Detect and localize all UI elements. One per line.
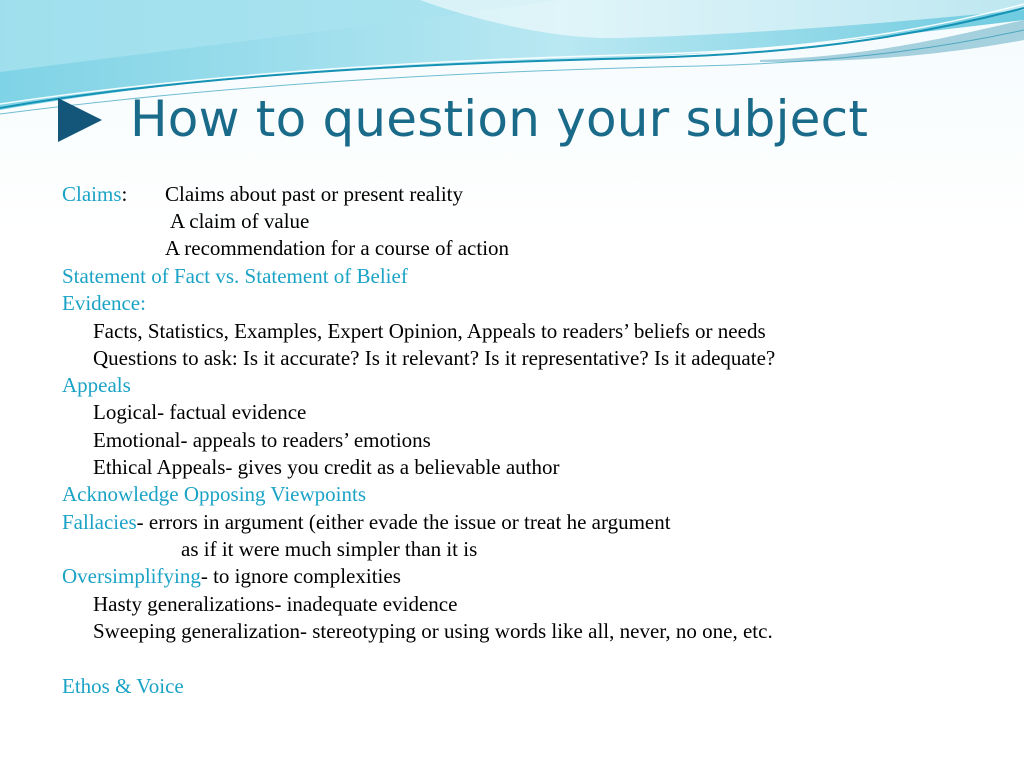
statement-heading: Statement of Fact vs. Statement of Belief xyxy=(62,264,408,288)
appeals-item: Logical- factual evidence xyxy=(93,400,307,424)
title-row xyxy=(58,84,868,154)
claims-item: A claim of value xyxy=(170,209,310,233)
appeals-heading: Appeals xyxy=(62,373,131,397)
claims-item: A recommendation for a course of action xyxy=(165,236,510,260)
claims-separator: : xyxy=(121,182,128,206)
evidence-item: Questions to ask: Is it accurate? Is it relevant? Is it representative? Is it adequate? xyxy=(93,346,776,370)
acknowledge-heading: Acknowledge Opposing Viewpoints xyxy=(62,482,366,506)
evidence-item: Facts, Statistics, Examples, Expert Opinion, Appeals to readers’ beliefs or needs xyxy=(93,319,766,343)
fallacies-label: Fallacies xyxy=(62,510,137,534)
ethos-heading: Ethos & Voice xyxy=(62,674,184,698)
fallacies-text: - errors in argument (either evade the issue or treat he argument xyxy=(136,510,671,534)
appeals-item: Ethical Appeals- gives you credit as a believable author xyxy=(93,455,560,479)
claims-label: Claims xyxy=(62,182,122,206)
claims-item: Claims about past or present reality xyxy=(165,182,464,206)
fallacies-line xyxy=(62,509,671,536)
arrow-bullet-icon xyxy=(58,98,102,142)
evidence-heading: Evidence: xyxy=(62,291,146,315)
oversimplifying-item: Sweeping generalization- stereotyping or using words like all, never, no one, etc. xyxy=(93,619,773,643)
page-title: How to question your subject xyxy=(130,90,869,148)
oversimplifying-line xyxy=(62,563,401,590)
oversimplifying-text: - to ignore complexities xyxy=(200,564,401,588)
oversimplifying-item: Hasty generalizations- inadequate evidence xyxy=(93,592,458,616)
fallacies-continuation: as if it were much simpler than it is xyxy=(181,537,478,561)
claims-line xyxy=(62,181,127,208)
oversimplifying-label: Oversimplifying xyxy=(62,564,201,588)
appeals-item: Emotional- appeals to readers’ emotions xyxy=(93,428,431,452)
